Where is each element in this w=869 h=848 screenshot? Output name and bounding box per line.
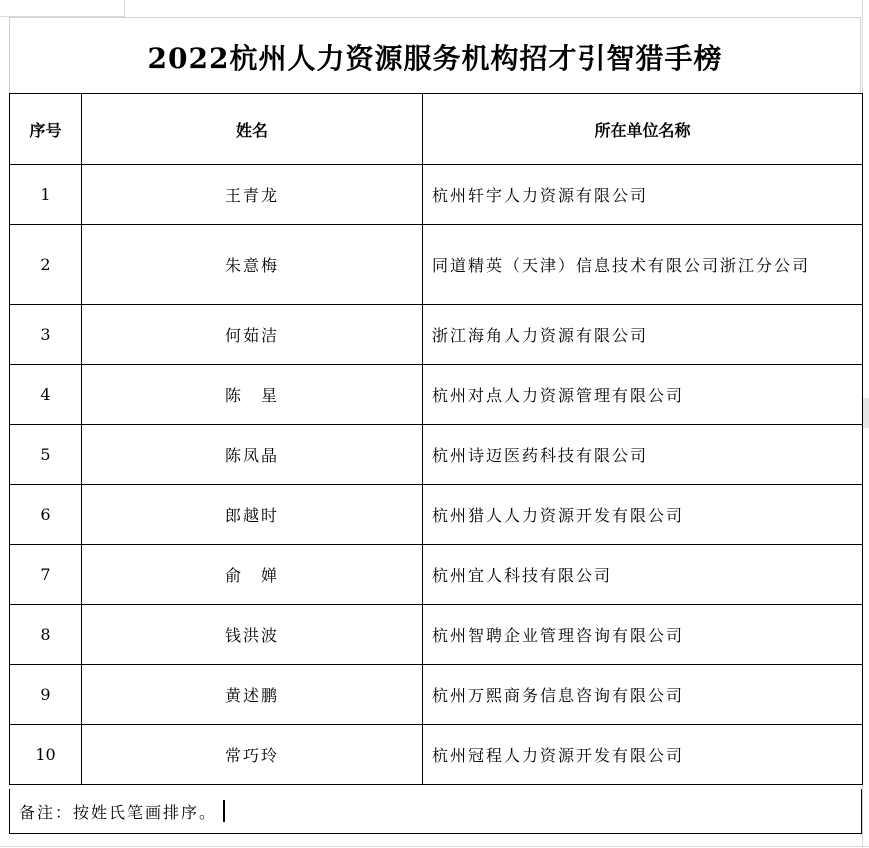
cell-unit[interactable]: 杭州轩宇人力资源有限公司 [423,165,863,225]
cell-index[interactable]: 3 [10,305,82,365]
text-cursor [223,800,225,822]
cell-unit[interactable]: 杭州宜人科技有限公司 [423,545,863,605]
title-cell[interactable] [9,17,861,93]
cell-name[interactable]: 钱洪波 [82,605,423,665]
cell-name[interactable]: 陈 星 [82,365,423,425]
sheet-edge-marker [863,398,869,428]
header-name[interactable]: 姓名 [82,94,423,165]
cell-unit[interactable]: 同道精英（天津）信息技术有限公司浙江分公司 [423,225,863,305]
cell-name[interactable]: 郎越时 [82,485,423,545]
cell-index[interactable]: 6 [10,485,82,545]
note-cell[interactable] [9,789,862,834]
cell-name[interactable]: 朱意梅 [82,225,423,305]
cell-index[interactable]: 5 [10,425,82,485]
cell-unit[interactable]: 杭州诗迈医药科技有限公司 [423,425,863,485]
header-unit[interactable]: 所在单位名称 [423,94,863,165]
cell-index[interactable]: 10 [10,725,82,785]
cell-unit[interactable]: 杭州智聘企业管理咨询有限公司 [423,605,863,665]
cell-name[interactable]: 黄述鹏 [82,665,423,725]
table-row [10,725,863,785]
cell-gridline [0,846,869,847]
cell-unit[interactable]: 杭州万熙商务信息咨询有限公司 [423,665,863,725]
table-row [10,545,863,605]
cell-name[interactable]: 何茹洁 [82,305,423,365]
cell-unit[interactable]: 杭州冠程人力资源开发有限公司 [423,725,863,785]
table-row [10,425,863,485]
cell-unit[interactable]: 杭州猎人人力资源开发有限公司 [423,485,863,545]
table-row [10,225,863,305]
table-row [10,485,863,545]
note-text: 备注：按姓氏笔画排序。 [19,802,218,822]
cell-name[interactable]: 王青龙 [82,165,423,225]
cell-index[interactable]: 9 [10,665,82,725]
cell-name[interactable]: 俞 婵 [82,545,423,605]
cell-gridline [124,0,125,17]
cell-index[interactable]: 4 [10,365,82,425]
cell-name[interactable]: 常巧玲 [82,725,423,785]
table-row [10,605,863,665]
cell-index[interactable]: 7 [10,545,82,605]
table-row [10,365,863,425]
cell-index[interactable]: 1 [10,165,82,225]
roster-table [9,93,863,785]
cell-index[interactable]: 8 [10,605,82,665]
table-row [10,665,863,725]
cell-name[interactable]: 陈凤晶 [82,425,423,485]
cell-index[interactable]: 2 [10,225,82,305]
header-index[interactable]: 序号 [10,94,82,165]
page-title: 2022杭州人力资源服务机构招才引智猎手榜 [147,41,723,75]
cell-unit[interactable]: 浙江海角人力资源有限公司 [423,305,863,365]
table-row [10,165,863,225]
cell-unit[interactable]: 杭州对点人力资源管理有限公司 [423,365,863,425]
header-row [10,94,863,165]
table-row [10,305,863,365]
